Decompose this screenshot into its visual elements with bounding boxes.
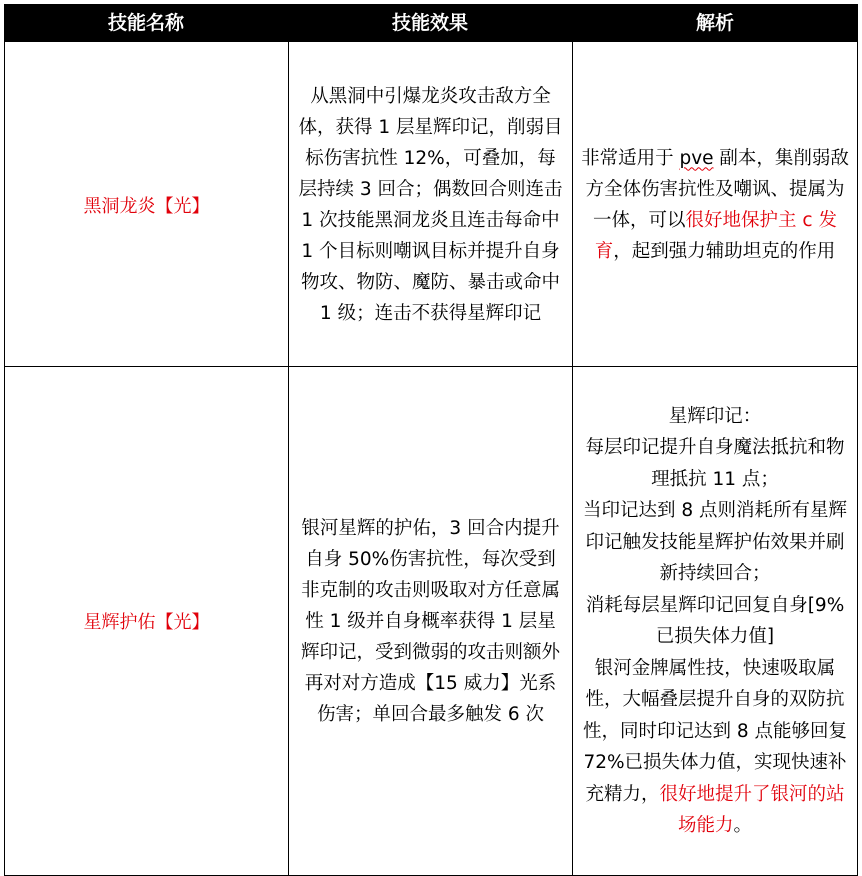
- analysis-part: 银河金牌属性技，快速吸取属性，大幅叠层提升自身的双防抗性，同时印记达到 8 点能够回复 72%已损失体力值，实现快速补充精力，: [582, 657, 848, 805]
- analysis-text: [581, 143, 849, 267]
- analysis-part: 。: [733, 815, 753, 836]
- analysis-line: 星辉印记：: [668, 405, 762, 427]
- skill-name: 黑洞龙炎【光】: [83, 195, 210, 217]
- analysis-line: 当印记达到 8 点则消耗所有星辉印记触发技能星辉护佑效果并刷新持续回合；: [582, 500, 848, 584]
- header-analysis: 解析: [695, 12, 734, 34]
- header-skill-name: 技能名称: [107, 12, 184, 34]
- analysis-part: 副本，集削弱敌方全体伤害抗性及嘲讽、提属为一体，可以: [585, 147, 849, 231]
- analysis-text: [577, 401, 853, 842]
- table-header: [4, 4, 858, 42]
- table-border-right: [857, 42, 858, 876]
- analysis-highlight: 很好地保护主 c 发育: [594, 209, 837, 262]
- analysis-paragraph: [577, 653, 853, 842]
- analysis-highlight: 很好地提升了银河的站场能力: [659, 783, 845, 836]
- analysis-line: 消耗每层星辉印记回复自身[9%已损失体力值]: [585, 594, 845, 647]
- skill-effect: [289, 367, 572, 875]
- table-row: [5, 367, 288, 875]
- table-row: [5, 43, 288, 366]
- analysis-part: ，起到强力辅助坦克的作用: [613, 240, 836, 262]
- skill-effect-text: 从黑洞中引爆龙炎攻击敌方全体，获得 1 层星辉印记，削弱目标伤害抗性 12%，可叠加，每层持续 3 回合；偶数回合则连击 1 次技能黑洞龙炎且连击每命中 1 个目标则嘲讽目标并提升自身物攻、物防、魔防、暴击或命中 1 级；连击不获得星辉印记: [298, 85, 563, 324]
- analysis-part: 非常适用于: [581, 147, 680, 169]
- skill-effect: [289, 43, 572, 366]
- skill-analysis: [573, 43, 857, 366]
- skill-name: 星辉护佑【光】: [83, 612, 210, 633]
- analysis-part: pve: [679, 147, 714, 169]
- analysis-line: 每层印记提升自身魔法抵抗和物理抵抗 11 点；: [585, 437, 845, 490]
- skill-analysis: [573, 367, 857, 875]
- skill-effect-text: 银河星辉的护佑，3 回合内提升自身 50%伤害抗性，每次受到非克制的攻击则吸取对方任意属性 1 级并自身概率获得 1 层星辉印记，受到微弱的攻击则额外再对对方造成【15 威力】光系伤害；单回合最多触发 6 次: [300, 517, 560, 725]
- header-skill-effect: 技能效果: [391, 12, 468, 34]
